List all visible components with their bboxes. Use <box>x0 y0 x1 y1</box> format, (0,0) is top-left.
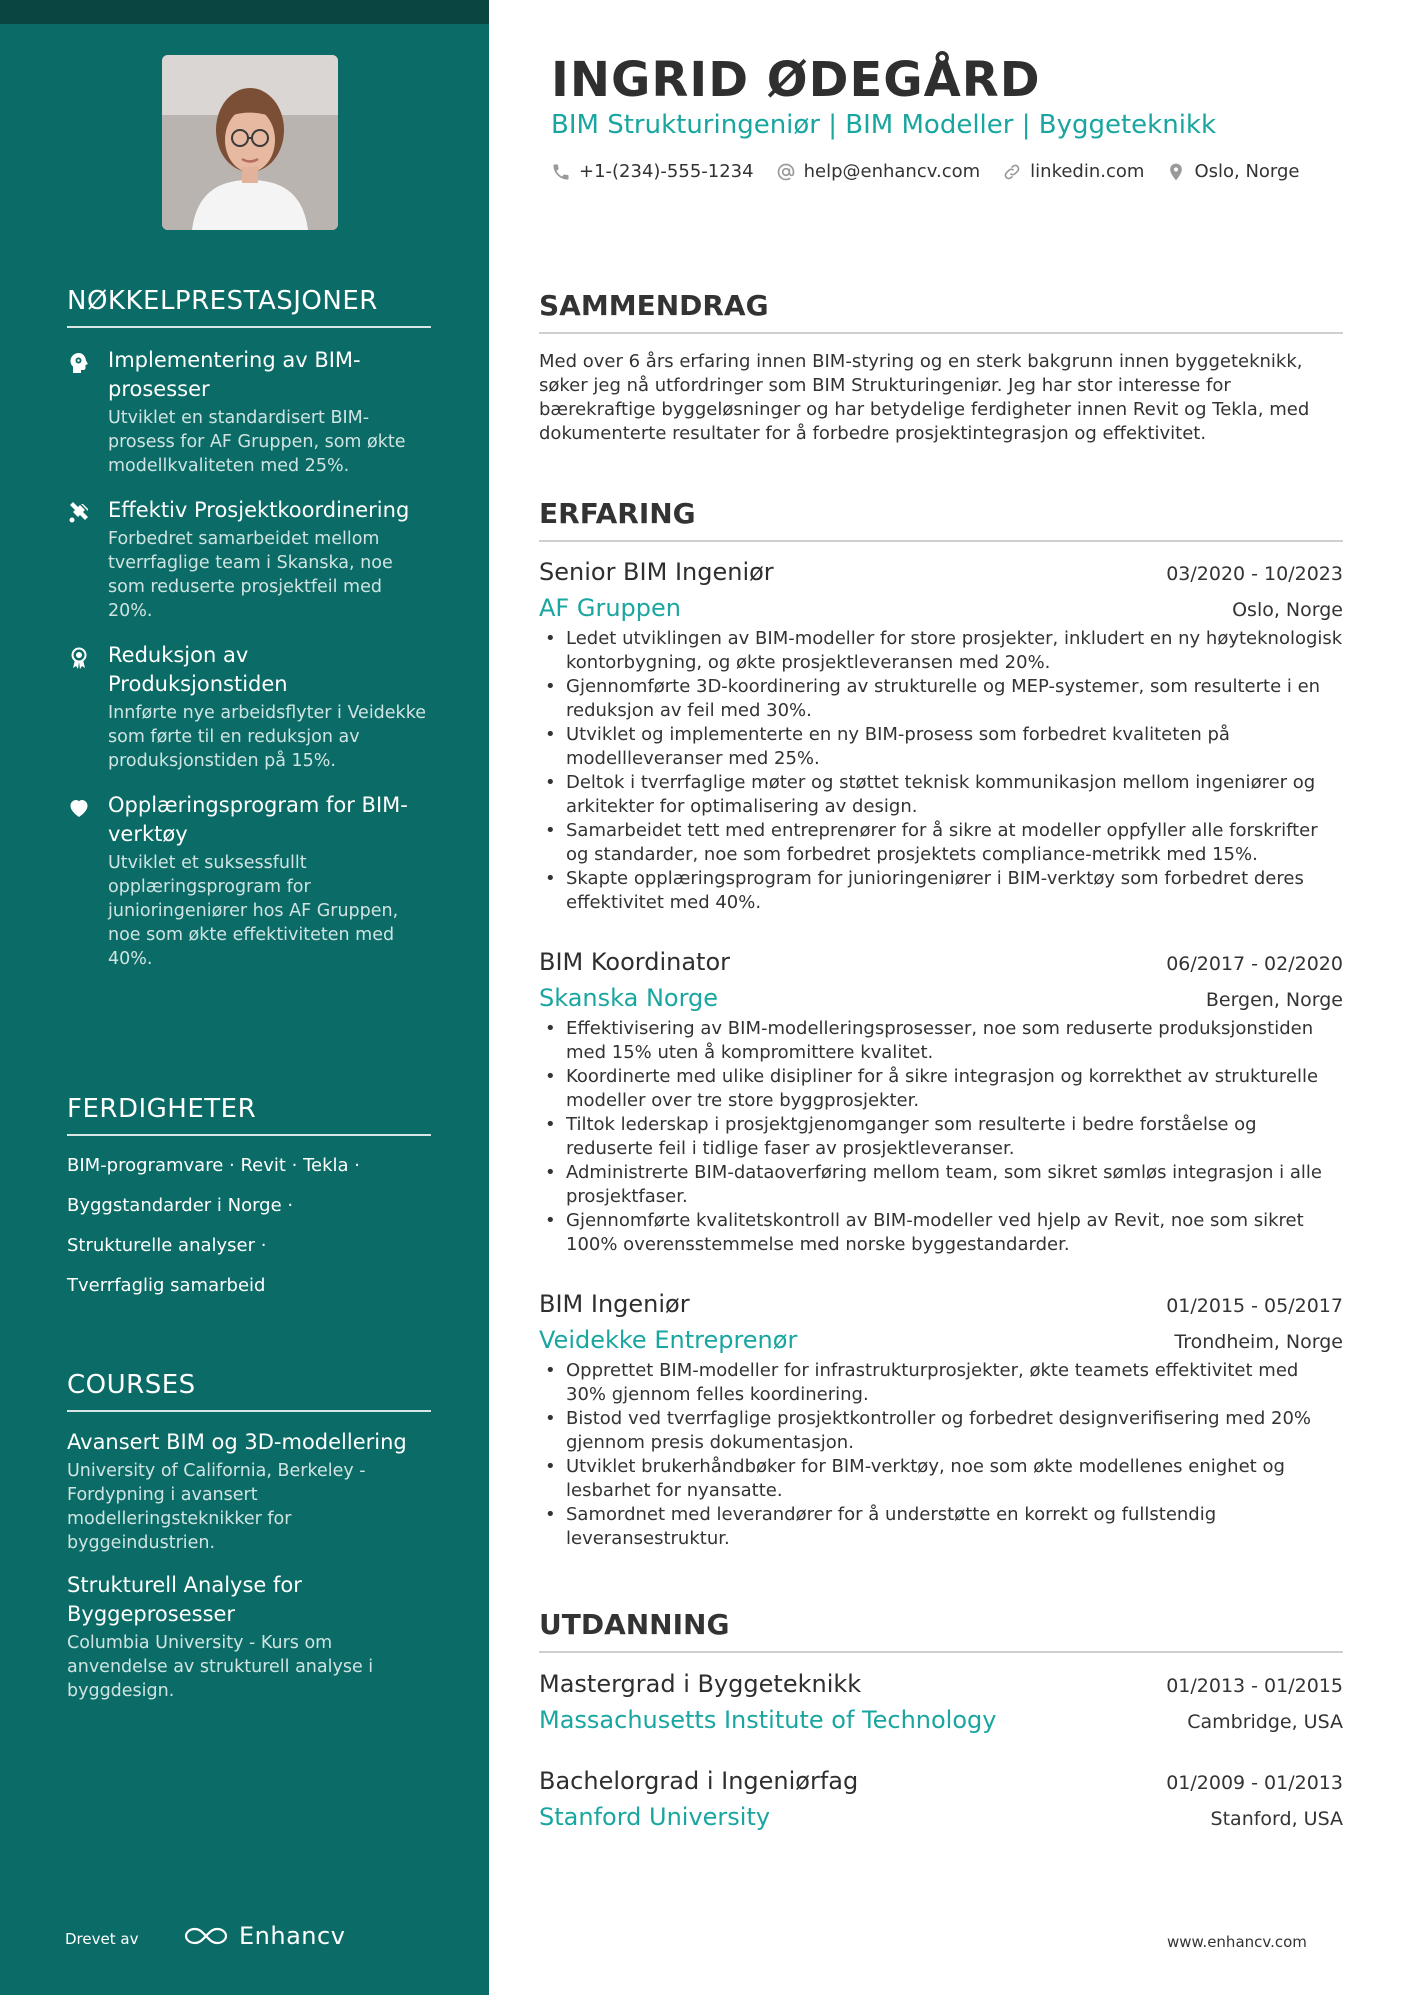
job-bullet: • Effektivisering av BIM-modelleringsprosesser, noe som reduserte produksjonstiden med 15% uten å kompromittere kvalitet. <box>539 1017 1343 1065</box>
job-date: 06/2017 - 02/2020 <box>1166 953 1343 975</box>
skill-line: BIM-programvare · Revit · Tekla · <box>67 1155 361 1176</box>
education-entry <box>539 1767 1343 1831</box>
job-bullets <box>539 627 1343 915</box>
achievement-title: Implementering av BIM-prosesser <box>108 348 361 401</box>
job-bullet: • Opprettet BIM-modeller for infrastrukturprosjekter, økte teamets effektivitet med 30% gjennom felles koordinering. <box>539 1359 1343 1407</box>
course-item <box>67 1428 431 1555</box>
heart-icon <box>67 796 91 820</box>
job-bullet: • Administrerte BIM-dataoverføring mellom team, som sikret sømløs integrasjon i alle prosjektfaser. <box>539 1161 1343 1209</box>
course-title: Strukturell Analyse for Byggeprosesser <box>67 1573 302 1626</box>
job-entry <box>539 1290 1343 1551</box>
contact-email[interactable] <box>776 161 981 182</box>
sidebar-top-bar <box>0 0 489 24</box>
job-bullet: • Tiltok lederskap i prosjektgjenomganger som resulterte i bedre forståelse og reduserte feil i tidlige faser av prosjektleveranser. <box>539 1113 1343 1161</box>
achievement-description: Innførte nye arbeidsflyter i Veidekke som førte til en reduksjon av produksjonstiden på 15%. <box>108 703 426 771</box>
profile-photo <box>162 55 338 230</box>
job-location: Bergen, Norge <box>1205 989 1343 1011</box>
skill-line: Byggstandarder i Norge · <box>67 1195 294 1216</box>
job-bullet: • Samarbeidet tett med entreprenører for å sikre at modeller oppfyller alle forskrifter og standarder, noe som forbedret prosjektets compliance-metrikk med 15%. <box>539 819 1343 867</box>
award-ribbon-icon <box>67 646 91 670</box>
job-location: Trondheim, Norge <box>1174 1331 1343 1353</box>
job-bullet: • Ledet utviklingen av BIM-modeller for store prosjekter, inkludert en ny høyteknologisk kontorbygning, og økte prosjektleveransen med 20%. <box>539 627 1343 675</box>
achievement-title: Opplæringsprogram for BIM-verktøy <box>108 793 408 846</box>
handshake-icon <box>67 501 91 525</box>
sidebar <box>0 0 489 1995</box>
contact-phone[interactable] <box>551 161 754 182</box>
job-bullet: • Gjennomførte 3D-koordinering av strukturelle og MEP-systemer, som resulterte i en reduksjon av feil med 30%. <box>539 675 1343 723</box>
linkedin-text: linkedin.com <box>1030 161 1145 182</box>
degree-title: Mastergrad i Byggeteknikk <box>539 1670 862 1698</box>
job-title: BIM Koordinator <box>539 948 731 976</box>
job-date: 03/2020 - 10/2023 <box>1166 563 1343 585</box>
achievement-item <box>67 791 431 971</box>
skills-section <box>67 1094 431 1314</box>
head-gear-icon <box>67 351 91 375</box>
achievement-item <box>67 641 431 773</box>
school-name: Stanford University <box>539 1803 771 1831</box>
contact-bar <box>551 161 1300 182</box>
job-bullet: • Skapte opplæringsprogram for junioringeniører i BIM-verktøy som forbedret deres effektivitet med 40%. <box>539 867 1343 915</box>
achievement-item <box>67 496 431 623</box>
candidate-name: INGRID ØDEGÅRD <box>551 52 1041 108</box>
achievements-section <box>67 286 431 971</box>
job-entry <box>539 558 1343 915</box>
course-title: Avansert BIM og 3D-modellering <box>67 1430 407 1454</box>
school-location: Stanford, USA <box>1210 1808 1343 1830</box>
job-bullet: • Utviklet brukerhåndbøker for BIM-verktøy, noe som økte modellenes enighet og lesbarhet for nyansatte. <box>539 1455 1343 1503</box>
school-name: Massachusetts Institute of Technology <box>539 1706 997 1734</box>
phone-icon <box>551 162 571 182</box>
achievement-description: Forbedret samarbeidet mellom tverrfaglige team i Skanska, noe som reduserte prosjektfeil med 20%. <box>108 529 393 621</box>
footer-url-link[interactable]: www.enhancv.com <box>1167 1933 1307 1951</box>
education-date: 01/2009 - 01/2013 <box>1166 1772 1343 1794</box>
job-title: Senior BIM Ingeniør <box>539 558 774 586</box>
education-heading: UTDANNING <box>539 1608 1343 1653</box>
education-entry <box>539 1670 1343 1734</box>
job-bullet: • Bistod ved tverrfaglige prosjektkontroller og forbedret designverifisering med 20% gjennom presis dokumentasjon. <box>539 1407 1343 1455</box>
at-sign-icon <box>776 162 796 182</box>
achievements-heading: NØKKELPRESTASJONER <box>67 286 431 328</box>
skill-line: Tverrfaglig samarbeid <box>67 1275 266 1296</box>
powered-by-label: Drevet av <box>65 1930 139 1948</box>
achievement-description: Utviklet en standardisert BIM-prosess for AF Gruppen, som økte modellkvaliteten med 25%. <box>108 408 406 476</box>
job-bullet: • Deltok i tverrfaglige møter og støttet teknisk kommunikasjon mellom ingeniører og arkitekter for optimalisering av design. <box>539 771 1343 819</box>
contact-location <box>1166 161 1299 182</box>
link-icon <box>1002 162 1022 182</box>
skills-list <box>67 1154 431 1298</box>
enhancv-logo-text: Enhancv <box>239 1922 346 1950</box>
job-entry <box>539 948 1343 1257</box>
candidate-title: BIM Strukturingeniør | BIM Modeller | Byggeteknikk <box>551 110 1217 140</box>
degree-title: Bachelorgrad i Ingeniørfag <box>539 1767 859 1795</box>
experience-heading: ERFARING <box>539 497 1343 542</box>
skill-line: Strukturelle analyser · <box>67 1235 267 1256</box>
summary-text: Med over 6 års erfaring innen BIM-styring og en sterk bakgrunn innen byggeteknikk, søker jeg nå utfordringer som BIM Strukturingeniør. Jeg har stor interesse for bærekraftige byggeløsninger og har betydelige ferdigheter innen Revit og Tekla, med dokumenterte resultater for å forbedre prosjektintegrasjon og effektivitet. <box>539 351 1310 444</box>
job-date: 01/2015 - 05/2017 <box>1166 1295 1343 1317</box>
location-pin-icon <box>1166 162 1186 182</box>
courses-heading: COURSES <box>67 1370 431 1412</box>
job-bullet: • Gjennomførte kvalitetskontroll av BIM-modeller ved hjelp av Revit, noe som sikret 100% overensstemmelse med norske byggestandarder. <box>539 1209 1343 1257</box>
job-bullets <box>539 1017 1343 1257</box>
job-company: Skanska Norge <box>539 984 719 1012</box>
enhancv-logo[interactable] <box>183 1922 345 1950</box>
courses-section <box>67 1370 431 1703</box>
job-bullets <box>539 1359 1343 1551</box>
infinity-logo-icon <box>183 1924 229 1948</box>
job-company: Veidekke Entreprenør <box>539 1326 798 1354</box>
course-description: University of California, Berkeley - Fordypning i avansert modelleringsteknikker for byggeindustrien. <box>67 1461 366 1553</box>
course-description: Columbia University - Kurs om anvendelse av strukturell analyse i byggdesign. <box>67 1633 374 1701</box>
email-text: help@enhancv.com <box>803 161 981 182</box>
school-location: Cambridge, USA <box>1187 1711 1343 1733</box>
location-text: Oslo, Norge <box>1194 161 1300 182</box>
skills-heading: FERDIGHETER <box>67 1094 431 1136</box>
job-company: AF Gruppen <box>539 594 681 622</box>
education-date: 01/2013 - 01/2015 <box>1166 1675 1343 1697</box>
job-title: BIM Ingeniør <box>539 1290 690 1318</box>
contact-linkedin[interactable] <box>1002 161 1144 182</box>
course-item <box>67 1571 431 1703</box>
phone-text: +1-(234)-555-1234 <box>579 161 754 182</box>
summary-heading: SAMMENDRAG <box>539 289 1343 334</box>
job-bullet: • Koordinerte med ulike disipliner for å sikre integrasjon og korrekthet av strukturelle modeller over tre store byggprosjekter. <box>539 1065 1343 1113</box>
job-bullet: • Utviklet og implementerte en ny BIM-prosess som forbedret kvaliteten på modellleveranser med 25%. <box>539 723 1343 771</box>
job-bullet: • Samordnet med leverandører for å understøtte en korrekt og fullstendig leveransestruktur. <box>539 1503 1343 1551</box>
achievement-title: Effektiv Prosjektkoordinering <box>108 498 410 522</box>
job-location: Oslo, Norge <box>1232 599 1343 621</box>
achievement-item <box>67 346 431 478</box>
achievement-title: Reduksjon av Produksjonstiden <box>108 643 288 696</box>
achievement-description: Utviklet et suksessfullt opplæringsprogram for junioringeniører hos AF Gruppen, noe som økte effektiviteten med 40%. <box>108 853 399 969</box>
